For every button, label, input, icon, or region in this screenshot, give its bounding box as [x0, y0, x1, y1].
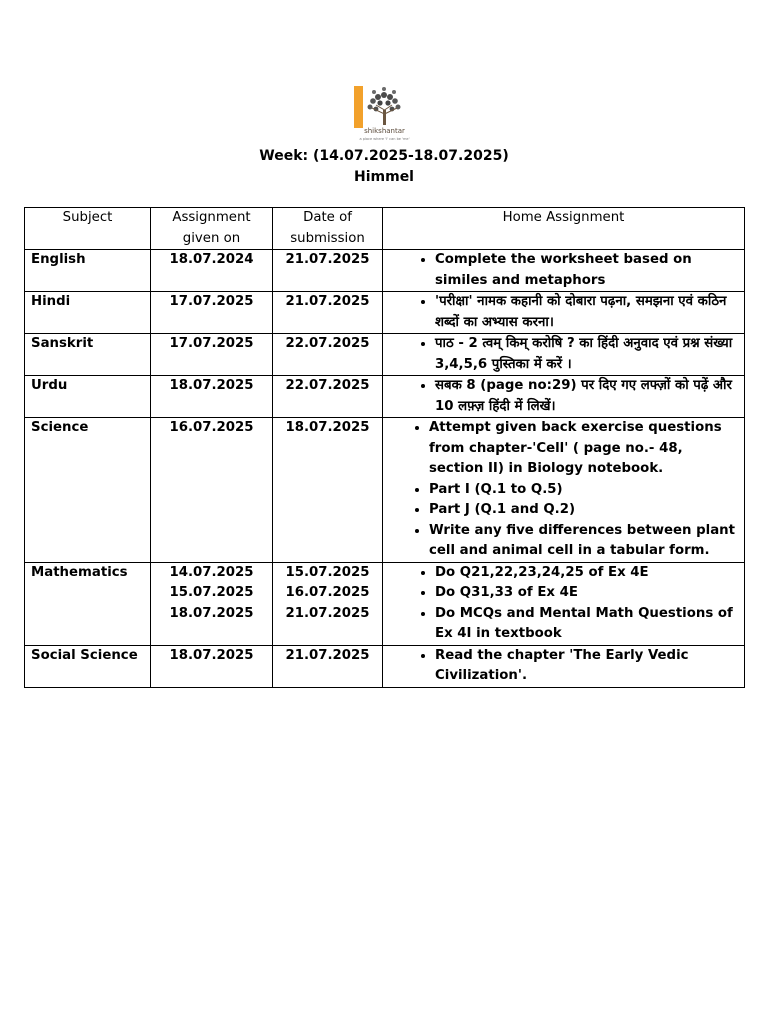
homework-table: [24, 207, 745, 688]
header-submission: Date of submission: [273, 208, 383, 250]
task-item: • Write any five differences between plant cell and animal cell in a tabular form.: [429, 521, 738, 562]
submission-date-cell: [273, 562, 383, 645]
week-title: Week: (14.07.2025-18.07.2025): [259, 148, 509, 164]
assignment-cell: [383, 645, 745, 687]
given-date-cell: [151, 334, 273, 376]
class-name: Himmel: [354, 169, 414, 185]
header-subject: Subject: [25, 208, 151, 250]
given-date: 18.07.2025: [169, 647, 254, 663]
task-item: • पाठ - 2 त्वम् किम् करोषि ? का हिंदी अनुवाद एवं प्रश्न संख्या 3,4,5,6 पुस्तिका में करें ।: [435, 334, 738, 375]
given-date: 17.07.2025: [169, 294, 254, 309]
assignment-cell: [383, 250, 745, 292]
given-date-cell: [151, 645, 273, 687]
header-home-assignment: Home Assignment: [383, 208, 745, 250]
logo-tagline: a place where 'I' can be 'me': [359, 137, 410, 141]
task-item: • Complete the worksheet based on similes and metaphors: [435, 250, 738, 291]
given-date-cell: [151, 292, 273, 334]
subject-cell: English: [25, 250, 151, 292]
given-date: 16.07.2025: [169, 420, 254, 435]
table-row: [25, 250, 745, 292]
given-date-cell: [151, 376, 273, 418]
table-row: [25, 562, 745, 645]
table-row: [25, 418, 745, 563]
submission-date-cell: [273, 250, 383, 292]
task-item: • सबक 8 (page no:29) पर दिए गए लफ्ज़ों को पढ़ें और 10 लफ़्ज़ हिंदी में लिखें।: [435, 376, 738, 417]
submission-date-cell: [273, 376, 383, 418]
task-item: • Part I (Q.1 to Q.5): [429, 480, 738, 501]
given-date-cell: [151, 250, 273, 292]
assignment-cell: [383, 376, 745, 418]
given-date: 18.07.2024: [169, 252, 254, 267]
given-date-cell: [151, 562, 273, 645]
submission-date: 21.07.2025: [285, 252, 370, 267]
submission-date: 18.07.2025: [285, 420, 370, 435]
task-item: • Do Q21,22,23,24,25 of Ex 4E: [435, 563, 738, 584]
subject-cell: Mathematics: [25, 562, 151, 645]
submission-date: 22.07.2025: [285, 378, 370, 393]
submission-date-cell: [273, 292, 383, 334]
subject-cell: Hindi: [25, 292, 151, 334]
assignment-cell: [383, 292, 745, 334]
given-date: 18.07.2025: [169, 378, 254, 393]
assignment-cell: [383, 562, 745, 645]
header-given-on: Assignment given on: [151, 208, 273, 250]
given-date: 15.07.2025: [169, 585, 254, 600]
task-item: • Part J (Q.1 and Q.2): [429, 500, 738, 521]
task-item: • Do Q31,33 of Ex 4E: [435, 583, 738, 604]
submission-date: 22.07.2025: [285, 336, 370, 351]
subject-cell: Urdu: [25, 376, 151, 418]
given-date-cell: [151, 418, 273, 563]
submission-date-cell: [273, 645, 383, 687]
assignment-cell: [383, 418, 745, 563]
submission-date: 21.07.2025: [285, 294, 370, 309]
given-date: 18.07.2025: [169, 605, 254, 621]
subject-cell: Sanskrit: [25, 334, 151, 376]
given-date: 17.07.2025: [169, 336, 254, 351]
table-row: [25, 376, 745, 418]
school-logo: [354, 86, 415, 148]
tree-logo-icon: [354, 86, 415, 128]
submission-date: 16.07.2025: [285, 585, 370, 600]
table-row: [25, 334, 745, 376]
submission-date-cell: [273, 334, 383, 376]
submission-date: 21.07.2025: [285, 647, 370, 663]
table-row: [25, 645, 745, 687]
task-item: • Do MCQs and Mental Math Questions of Ex 4I in textbook: [435, 604, 738, 645]
subject-cell: Science: [25, 418, 151, 563]
task-item: • Attempt given back exercise questions from chapter-'Cell' ( page no.- 48, section II) in Biology notebook.: [429, 418, 738, 480]
task-item: • 'परीक्षा' नामक कहानी को दोबारा पढ़ना, समझना एवं कठिन शब्दों का अभ्यास करना।: [435, 292, 738, 333]
submission-date: 15.07.2025: [285, 564, 370, 580]
submission-date: 21.07.2025: [285, 605, 370, 621]
assignment-cell: [383, 334, 745, 376]
table-header-row: [25, 208, 745, 250]
submission-date-cell: [273, 418, 383, 563]
table-row: [25, 292, 745, 334]
given-date: 14.07.2025: [169, 564, 254, 580]
subject-cell: Social Science: [25, 645, 151, 687]
logo-name: shikshantar: [364, 127, 405, 135]
task-item: • Read the chapter 'The Early Vedic Civilization'.: [435, 646, 738, 687]
